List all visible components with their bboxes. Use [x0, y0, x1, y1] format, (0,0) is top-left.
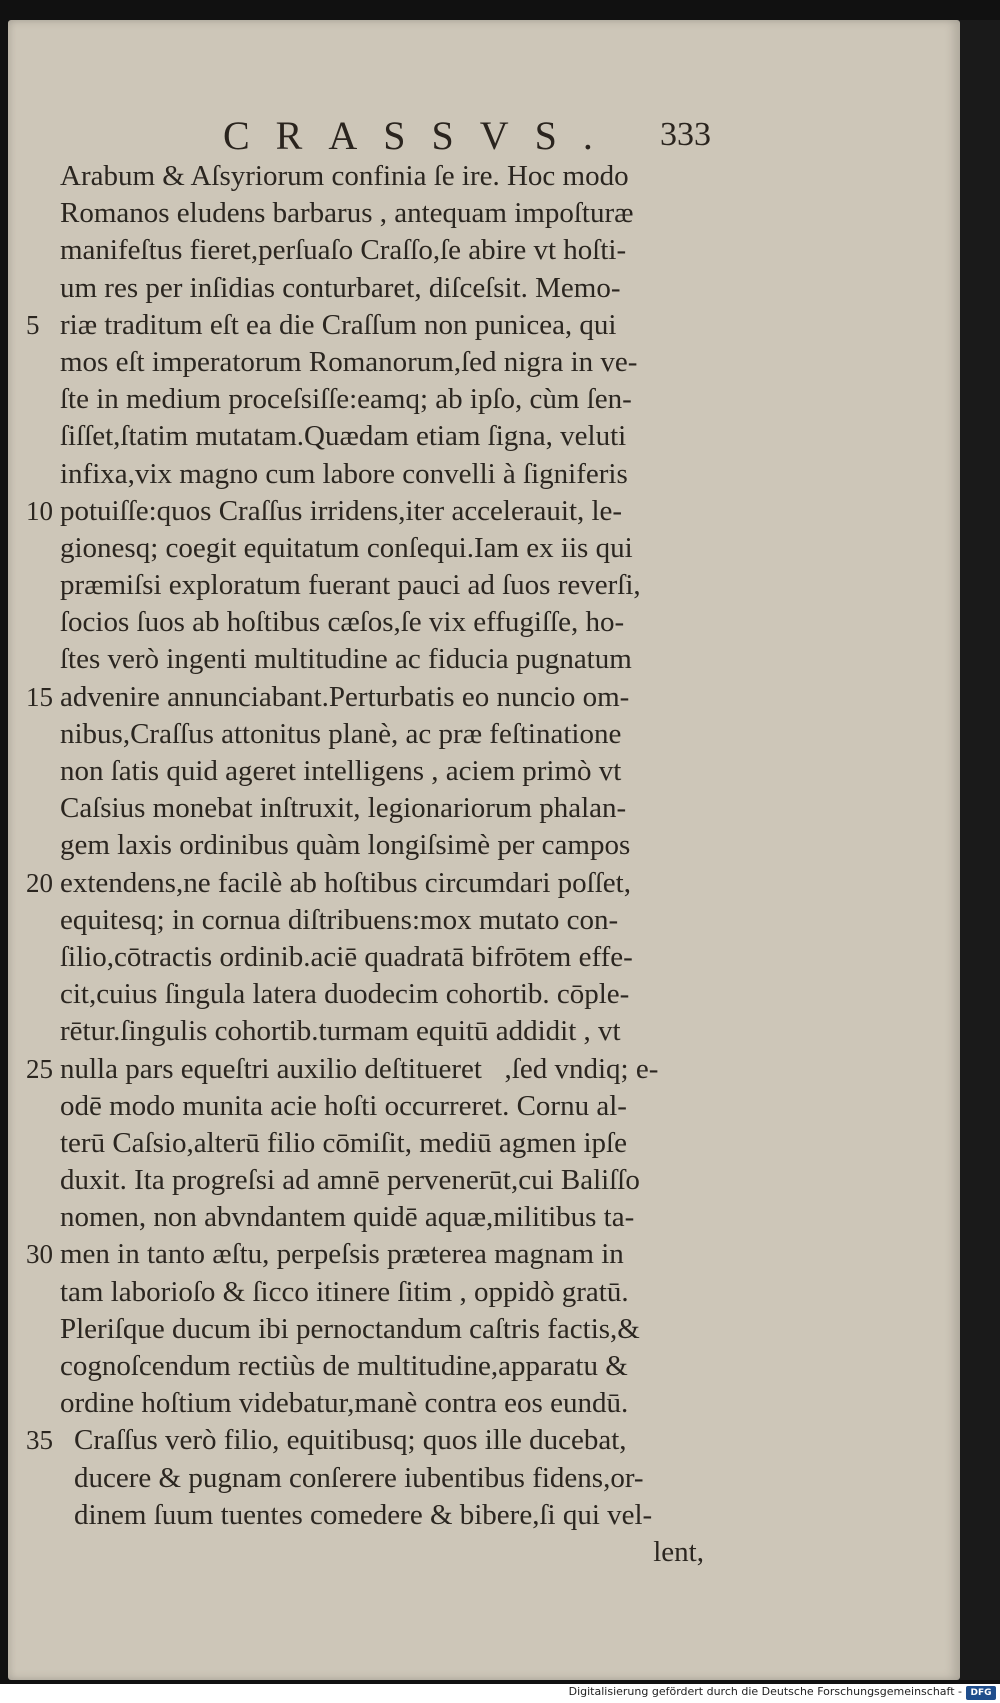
- line-text: ducere & pugnam conſerere iubentibus fidens,or-: [74, 1461, 644, 1494]
- line-text: non ſatis quid ageret intelligens , aciem primò vt: [60, 755, 622, 787]
- line-text: nulla pars equeſtri auxilio deſtitueretᷓ,ſed vndiq; e-: [60, 1052, 659, 1085]
- line-text: gionesq; coegit equitatum conſequi.Iam ex iis qui: [60, 531, 633, 564]
- line-text: nibus,Craſſus attonitus planè, ac præ feſtinatione: [60, 717, 622, 750]
- text-line: [8, 270, 960, 307]
- line-text: duxit. Ita progreſsi ad amnē pervenerūt,cui Baliſſo: [60, 1164, 640, 1197]
- text-line: [8, 1125, 960, 1162]
- line-number: 25: [26, 1053, 53, 1084]
- text-line: [8, 418, 960, 455]
- line-text: Craſſus verò filio, equitibusq; quos ille ducebat,: [74, 1424, 627, 1457]
- text-line: [8, 716, 960, 753]
- line-text: dinem ſuum tuentes comedere & bibere,ſi qui vel-: [74, 1498, 653, 1531]
- line-text: odē modo munita acie hoſti occurreret. Cornu al-: [60, 1089, 627, 1122]
- line-text: ordine hoſtium videbatur,manè contra eos eundū.: [60, 1387, 629, 1420]
- line-text: potuiſſe:quos Craſſus irridens,iter accelerauit, le-: [60, 494, 623, 527]
- line-text: ſiſſet,ſtatim mutatam.Quædam etiam ſigna, veluti: [60, 420, 627, 453]
- line-text: nomen, non abvndantem quidē aquæ,militibus ta-: [60, 1201, 635, 1234]
- line-number: 20: [26, 867, 53, 898]
- text-line: [8, 790, 960, 827]
- text-line: [8, 530, 960, 567]
- line-text: Romanos eludens barbarus , antequam impoſturæ: [60, 197, 634, 230]
- line-text: cognoſcendum rectiùs de multitudine,apparatu &: [60, 1350, 628, 1382]
- text-line: [8, 679, 960, 716]
- line-text: terū Caſsio,alterū filio cōmiſit, mediū agmen ipſe: [60, 1126, 627, 1159]
- line-text: equitesq; in cornua diſtribuens:mox mutato con-: [60, 903, 619, 936]
- text-line: [8, 641, 960, 678]
- line-text: manifeſtus fieret,perſuaſo Craſſo,ſe abire vt hoſti-: [60, 234, 627, 267]
- line-text: rētur.ſingulis cohortib.turmam equitū addidit , vt: [60, 1015, 621, 1048]
- text-line: [8, 493, 960, 530]
- text-line: [8, 1497, 960, 1534]
- page-number: 333: [660, 116, 711, 153]
- line-text: gem laxis ordinibus quàm longiſsimè per campos: [60, 829, 631, 862]
- line-text: præmiſsi exploratum fuerant pauci ad ſuos reverſi,: [60, 569, 641, 602]
- line-text: ſilio,cōtractis ordinib.aciē quadratā bifrōtem effe-: [60, 940, 633, 973]
- text-line: [8, 344, 960, 381]
- line-text: ſocios ſuos ab hoſtibus cæſos,ſe vix effugiſſe, ho-: [60, 606, 625, 639]
- line-text: infixa,vix magno cum labore convelli à ſigniferis: [60, 457, 628, 490]
- footer-credit: Digitalisierung gefördert durch die Deutsche Forschungsgemeinschaft -: [568, 1685, 962, 1698]
- line-text: um res per inſidias conturbaret, diſceſsit. Memo-: [60, 271, 621, 304]
- line-text: Arabum & Aſsyriorum confinia ſe ire. Hoc modo: [60, 160, 629, 192]
- running-head-title: CRASSVS.: [223, 113, 619, 158]
- footer: [0, 1684, 1000, 1703]
- text-line: [8, 827, 960, 864]
- text-line: [8, 976, 960, 1013]
- line-number: 15: [26, 681, 53, 712]
- line-text: Pleriſque ducum ibi pernoctandum caſtris factis,&: [60, 1312, 640, 1345]
- line-text: men in tanto æſtu, perpeſsis præterea magnam in: [60, 1238, 624, 1271]
- body-text: [8, 158, 960, 1571]
- text-line: [8, 1199, 960, 1236]
- text-line: [8, 1236, 960, 1273]
- text-line: [8, 381, 960, 418]
- line-number: 30: [26, 1239, 53, 1270]
- book-page: [8, 20, 960, 1680]
- text-line: [8, 865, 960, 902]
- text-line: [8, 307, 960, 344]
- text-line: [8, 604, 960, 641]
- line-text: mos eſt imperatorum Romanorum,ſed nigra in ve-: [60, 345, 638, 378]
- text-line: [8, 1088, 960, 1125]
- line-text: extendens,ne facilè ab hoſtibus circumdari poſſet,: [60, 866, 631, 899]
- text-line: [8, 1013, 960, 1050]
- text-line: [8, 1348, 960, 1385]
- text-line: [8, 158, 960, 195]
- text-line: [8, 902, 960, 939]
- text-line: [8, 753, 960, 790]
- line-text: advenire annunciabant.Perturbatis eo nuncio om-: [60, 680, 630, 713]
- text-line: [8, 1311, 960, 1348]
- text-line: [8, 1385, 960, 1422]
- line-text: lent,: [653, 1535, 704, 1568]
- line-number: 35: [26, 1425, 53, 1456]
- text-line: [8, 1534, 960, 1571]
- page-edge: [958, 20, 1000, 1680]
- line-text: ſte in medium proceſsiſſe:eamq; ab ipſo, cùm ſen-: [60, 383, 632, 416]
- line-text: Caſsius monebat inſtruxit, legionariorum phalan-: [60, 792, 627, 825]
- text-line: [8, 195, 960, 232]
- line-number: 5: [26, 309, 40, 340]
- line-text: cit,cuius ſingula latera duodecim cohortib. cōple-: [60, 978, 630, 1011]
- text-line: [8, 1051, 960, 1088]
- text-line: [8, 1274, 960, 1311]
- text-line: [8, 1162, 960, 1199]
- line-number: 10: [26, 495, 53, 526]
- line-text: tam laborioſo & ſicco itinere ſitim , oppidò gratū.: [60, 1275, 629, 1308]
- text-line: [8, 232, 960, 269]
- line-text: riæ traditum eſt ea die Craſſum non punicea, qui: [60, 308, 617, 341]
- text-line: [8, 1422, 960, 1459]
- text-line: [8, 939, 960, 976]
- text-line: [8, 456, 960, 493]
- line-text: ſtes verò ingenti multitudine ac fiducia pugnatum: [60, 643, 632, 676]
- text-line: [8, 1460, 960, 1497]
- running-head: [8, 112, 960, 162]
- text-line: [8, 567, 960, 604]
- dfg-logo: DFG: [966, 1686, 996, 1700]
